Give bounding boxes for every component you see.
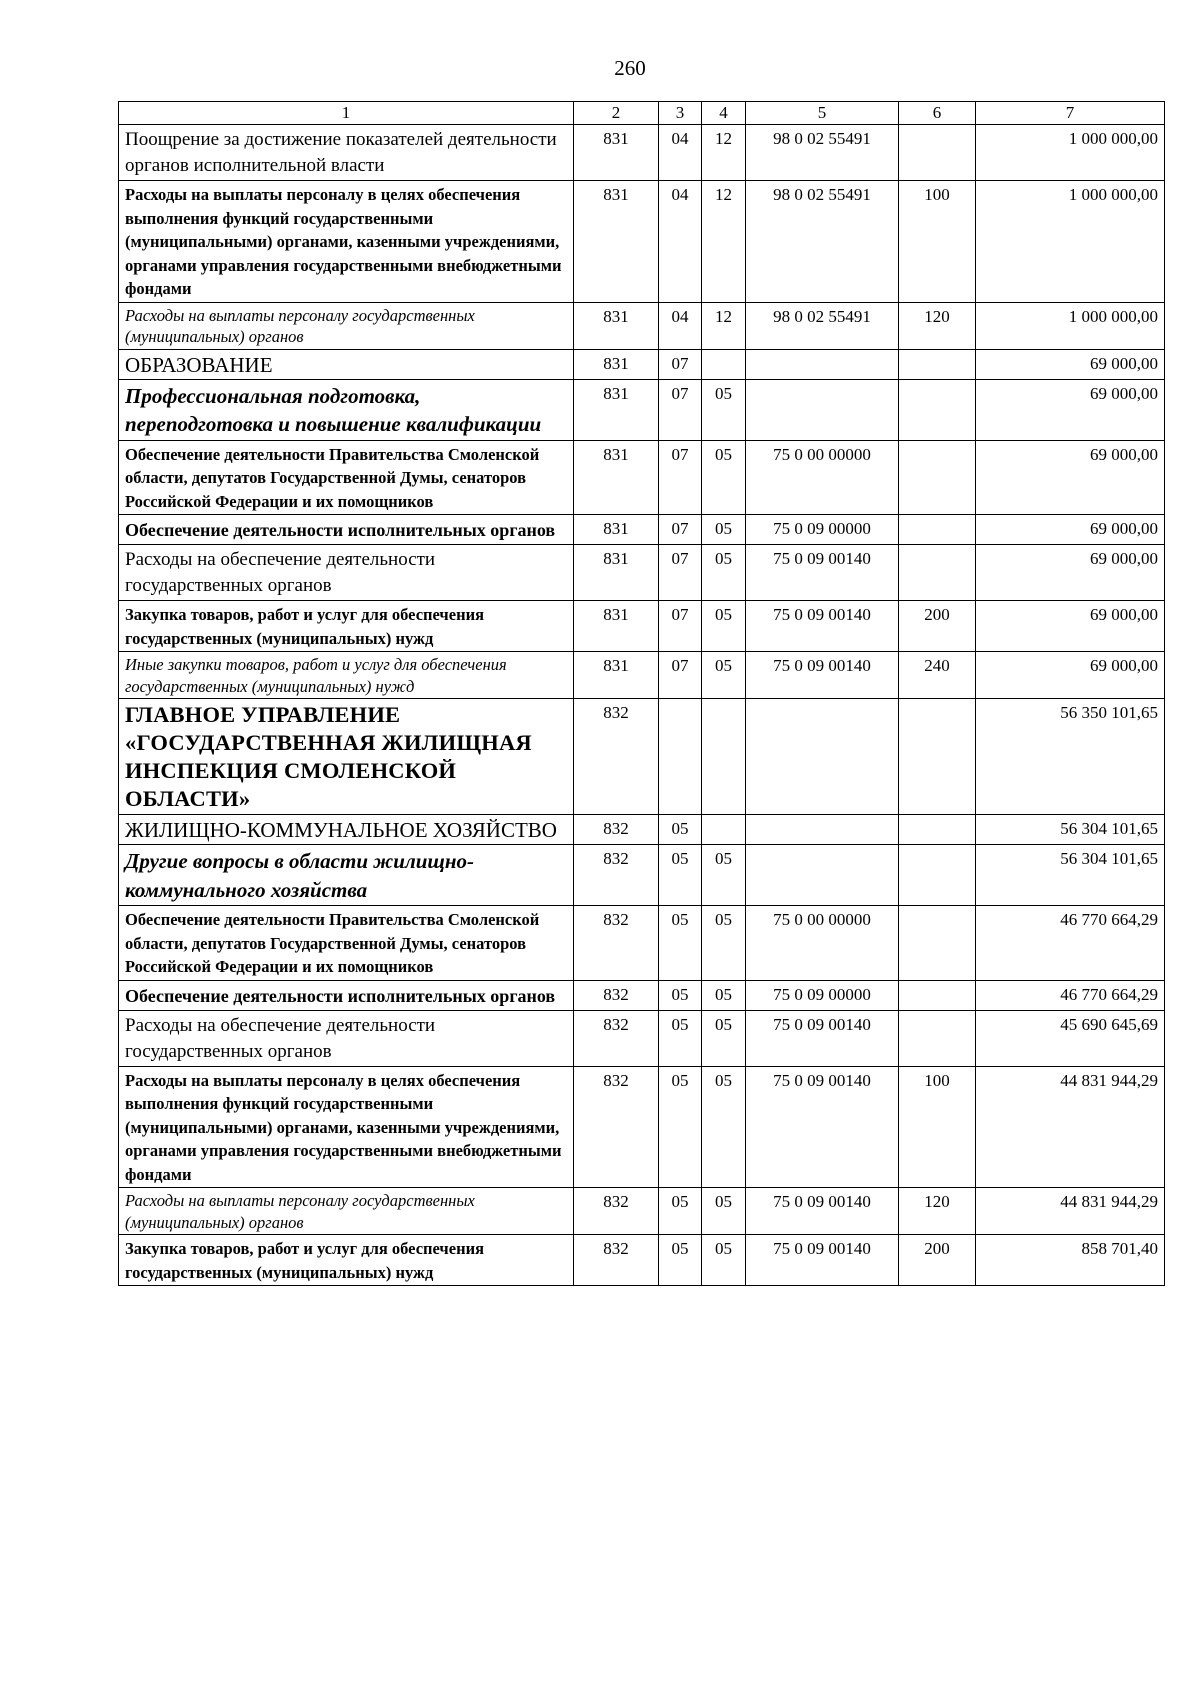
cell-code-subsection: 05 (702, 1066, 746, 1188)
cell-amount: 56 350 101,65 (976, 699, 1165, 815)
cell-amount: 69 000,00 (976, 515, 1165, 545)
cell-code-section: 04 (659, 302, 702, 349)
table-row (119, 515, 1165, 545)
cell-code-target-article: 75 0 09 00000 (746, 515, 899, 545)
cell-code-ministry: 832 (574, 980, 659, 1010)
cell-code-ministry: 831 (574, 545, 659, 601)
cell-code-expense-type (899, 125, 976, 181)
cell-amount: 69 000,00 (976, 652, 1165, 699)
table-row (119, 181, 1165, 303)
cell-code-section: 07 (659, 652, 702, 699)
cell-code-ministry: 831 (574, 302, 659, 349)
cell-amount: 45 690 645,69 (976, 1010, 1165, 1066)
cell-code-subsection: 05 (702, 379, 746, 440)
cell-code-target-article: 75 0 00 00000 (746, 440, 899, 515)
cell-code-ministry: 831 (574, 440, 659, 515)
cell-code-ministry: 831 (574, 652, 659, 699)
table-row (119, 1188, 1165, 1235)
cell-code-target-article (746, 379, 899, 440)
cell-code-expense-type (899, 545, 976, 601)
cell-code-expense-type (899, 699, 976, 815)
cell-item-name: Обеспечение деятельности исполнительных органов (119, 515, 574, 545)
header-col-3: 3 (659, 102, 702, 125)
cell-code-section: 05 (659, 1066, 702, 1188)
cell-item-name: Поощрение за достижение показателей деятельности органов исполнительной власти (119, 125, 574, 181)
cell-code-target-article: 98 0 02 55491 (746, 302, 899, 349)
table-row (119, 1010, 1165, 1066)
cell-amount: 69 000,00 (976, 545, 1165, 601)
cell-code-subsection: 05 (702, 1188, 746, 1235)
cell-code-expense-type (899, 440, 976, 515)
cell-code-target-article (746, 349, 899, 379)
cell-code-ministry: 832 (574, 699, 659, 815)
header-col-6: 6 (899, 102, 976, 125)
cell-code-expense-type (899, 349, 976, 379)
cell-code-subsection: 05 (702, 1235, 746, 1286)
cell-item-name: Закупка товаров, работ и услуг для обеспечения государственных (муниципальных) нужд (119, 1235, 574, 1286)
page-number: 260 (614, 56, 646, 80)
cell-code-ministry: 832 (574, 906, 659, 981)
cell-amount: 858 701,40 (976, 1235, 1165, 1286)
cell-code-target-article: 98 0 02 55491 (746, 125, 899, 181)
cell-code-ministry: 831 (574, 125, 659, 181)
cell-code-section: 04 (659, 181, 702, 303)
cell-code-ministry: 832 (574, 1235, 659, 1286)
cell-code-expense-type (899, 980, 976, 1010)
cell-amount: 69 000,00 (976, 440, 1165, 515)
cell-code-section: 05 (659, 1235, 702, 1286)
cell-item-name: Расходы на выплаты персоналу в целях обеспечения выполнения функций государственными (муниципальными) органами, казенными учреждениями, органами управления государственными внебюджетными фондами (119, 181, 574, 303)
header-row (119, 102, 1165, 125)
cell-code-subsection: 05 (702, 980, 746, 1010)
table-row (119, 906, 1165, 981)
cell-code-section: 07 (659, 515, 702, 545)
cell-code-section: 05 (659, 1010, 702, 1066)
cell-code-target-article (746, 699, 899, 815)
cell-amount: 56 304 101,65 (976, 845, 1165, 906)
table-row (119, 601, 1165, 652)
header-col-4: 4 (702, 102, 746, 125)
cell-code-section: 07 (659, 601, 702, 652)
cell-code-ministry: 831 (574, 515, 659, 545)
cell-amount: 44 831 944,29 (976, 1066, 1165, 1188)
cell-code-expense-type: 120 (899, 1188, 976, 1235)
cell-code-section: 05 (659, 815, 702, 845)
cell-code-expense-type: 100 (899, 1066, 976, 1188)
table-row (119, 652, 1165, 699)
table-row (119, 845, 1165, 906)
cell-amount: 44 831 944,29 (976, 1188, 1165, 1235)
table-row (119, 440, 1165, 515)
cell-item-name: Расходы на выплаты персоналу государственных (муниципальных) органов (119, 1188, 574, 1235)
table-body (119, 125, 1165, 1286)
cell-code-ministry: 832 (574, 1066, 659, 1188)
cell-code-target-article: 75 0 09 00000 (746, 980, 899, 1010)
cell-code-ministry: 832 (574, 1188, 659, 1235)
cell-code-section: 05 (659, 980, 702, 1010)
header-col-1: 1 (119, 102, 574, 125)
table-row (119, 125, 1165, 181)
cell-code-ministry: 832 (574, 815, 659, 845)
cell-amount: 1 000 000,00 (976, 181, 1165, 303)
cell-code-ministry: 831 (574, 181, 659, 303)
cell-code-target-article: 75 0 09 00140 (746, 1066, 899, 1188)
cell-code-expense-type (899, 515, 976, 545)
cell-code-expense-type (899, 379, 976, 440)
cell-code-subsection (702, 815, 746, 845)
budget-table (118, 101, 1165, 1286)
table-row (119, 379, 1165, 440)
cell-code-subsection: 05 (702, 545, 746, 601)
cell-code-subsection: 12 (702, 125, 746, 181)
cell-code-subsection: 12 (702, 302, 746, 349)
cell-code-subsection: 05 (702, 515, 746, 545)
cell-code-subsection: 05 (702, 845, 746, 906)
cell-code-section: 05 (659, 906, 702, 981)
cell-code-ministry: 831 (574, 379, 659, 440)
cell-code-target-article: 98 0 02 55491 (746, 181, 899, 303)
cell-code-subsection: 05 (702, 906, 746, 981)
cell-code-expense-type: 200 (899, 1235, 976, 1286)
cell-item-name: ГЛАВНОЕ УПРАВЛЕНИЕ «ГОСУДАРСТВЕННАЯ ЖИЛИЩНАЯ ИНСПЕКЦИЯ СМОЛЕНСКОЙ ОБЛАСТИ» (119, 699, 574, 815)
cell-code-target-article: 75 0 09 00140 (746, 652, 899, 699)
cell-code-ministry: 832 (574, 1010, 659, 1066)
cell-amount: 69 000,00 (976, 601, 1165, 652)
cell-code-subsection: 05 (702, 652, 746, 699)
cell-code-expense-type (899, 815, 976, 845)
cell-amount: 56 304 101,65 (976, 815, 1165, 845)
cell-code-subsection (702, 349, 746, 379)
table-row (119, 302, 1165, 349)
cell-amount: 69 000,00 (976, 379, 1165, 440)
header-col-2: 2 (574, 102, 659, 125)
cell-code-section: 07 (659, 349, 702, 379)
table-row (119, 349, 1165, 379)
cell-code-expense-type: 200 (899, 601, 976, 652)
cell-code-section: 04 (659, 125, 702, 181)
table-row (119, 1066, 1165, 1188)
cell-code-subsection: 12 (702, 181, 746, 303)
cell-code-ministry: 832 (574, 845, 659, 906)
cell-code-target-article: 75 0 09 00140 (746, 1010, 899, 1066)
cell-item-name: Другие вопросы в области жилищно-коммунального хозяйства (119, 845, 574, 906)
cell-item-name: Обеспечение деятельности исполнительных органов (119, 980, 574, 1010)
cell-item-name: Обеспечение деятельности Правительства Смоленской области, депутатов Государственной Думы, сенаторов Российской Федерации и их помощников (119, 906, 574, 981)
cell-code-ministry: 831 (574, 601, 659, 652)
cell-amount: 1 000 000,00 (976, 302, 1165, 349)
cell-code-subsection: 05 (702, 440, 746, 515)
table-row (119, 545, 1165, 601)
cell-code-section: 05 (659, 1188, 702, 1235)
table-row (119, 815, 1165, 845)
table-row (119, 980, 1165, 1010)
cell-code-target-article: 75 0 09 00140 (746, 1188, 899, 1235)
cell-code-target-article: 75 0 09 00140 (746, 601, 899, 652)
cell-item-name: Расходы на обеспечение деятельности государственных органов (119, 545, 574, 601)
cell-item-name: Закупка товаров, работ и услуг для обеспечения государственных (муниципальных) нужд (119, 601, 574, 652)
cell-code-section (659, 699, 702, 815)
cell-code-section: 07 (659, 440, 702, 515)
header-col-5: 5 (746, 102, 899, 125)
cell-item-name: Профессиональная подготовка, переподготовка и повышение квалификации (119, 379, 574, 440)
cell-code-section: 05 (659, 845, 702, 906)
table-row (119, 699, 1165, 815)
cell-amount: 46 770 664,29 (976, 906, 1165, 981)
cell-code-expense-type (899, 845, 976, 906)
cell-amount: 46 770 664,29 (976, 980, 1165, 1010)
cell-item-name: ОБРАЗОВАНИЕ (119, 349, 574, 379)
cell-item-name: Обеспечение деятельности Правительства Смоленской области, депутатов Государственной Думы, сенаторов Российской Федерации и их помощников (119, 440, 574, 515)
cell-amount: 69 000,00 (976, 349, 1165, 379)
table-header (119, 102, 1165, 125)
cell-item-name: ЖИЛИЩНО-КОММУНАЛЬНОЕ ХОЗЯЙСТВО (119, 815, 574, 845)
cell-item-name: Расходы на выплаты персоналу государственных (муниципальных) органов (119, 302, 574, 349)
cell-code-target-article: 75 0 09 00140 (746, 1235, 899, 1286)
cell-code-expense-type: 240 (899, 652, 976, 699)
cell-code-section: 07 (659, 545, 702, 601)
cell-code-expense-type: 120 (899, 302, 976, 349)
cell-code-section: 07 (659, 379, 702, 440)
cell-item-name: Расходы на выплаты персоналу в целях обеспечения выполнения функций государственными (муниципальными) органами, казенными учреждениями, органами управления государственными внебюджетными фондами (119, 1066, 574, 1188)
cell-code-target-article (746, 845, 899, 906)
cell-code-ministry: 831 (574, 349, 659, 379)
cell-code-subsection (702, 699, 746, 815)
cell-amount: 1 000 000,00 (976, 125, 1165, 181)
cell-code-target-article: 75 0 09 00140 (746, 545, 899, 601)
cell-code-subsection: 05 (702, 1010, 746, 1066)
cell-item-name: Иные закупки товаров, работ и услуг для обеспечения государственных (муниципальных) нужд (119, 652, 574, 699)
cell-code-subsection: 05 (702, 601, 746, 652)
header-col-7: 7 (976, 102, 1165, 125)
cell-code-target-article: 75 0 00 00000 (746, 906, 899, 981)
cell-code-expense-type: 100 (899, 181, 976, 303)
table-row (119, 1235, 1165, 1286)
cell-code-expense-type (899, 1010, 976, 1066)
cell-item-name: Расходы на обеспечение деятельности государственных органов (119, 1010, 574, 1066)
cell-code-expense-type (899, 906, 976, 981)
cell-code-target-article (746, 815, 899, 845)
